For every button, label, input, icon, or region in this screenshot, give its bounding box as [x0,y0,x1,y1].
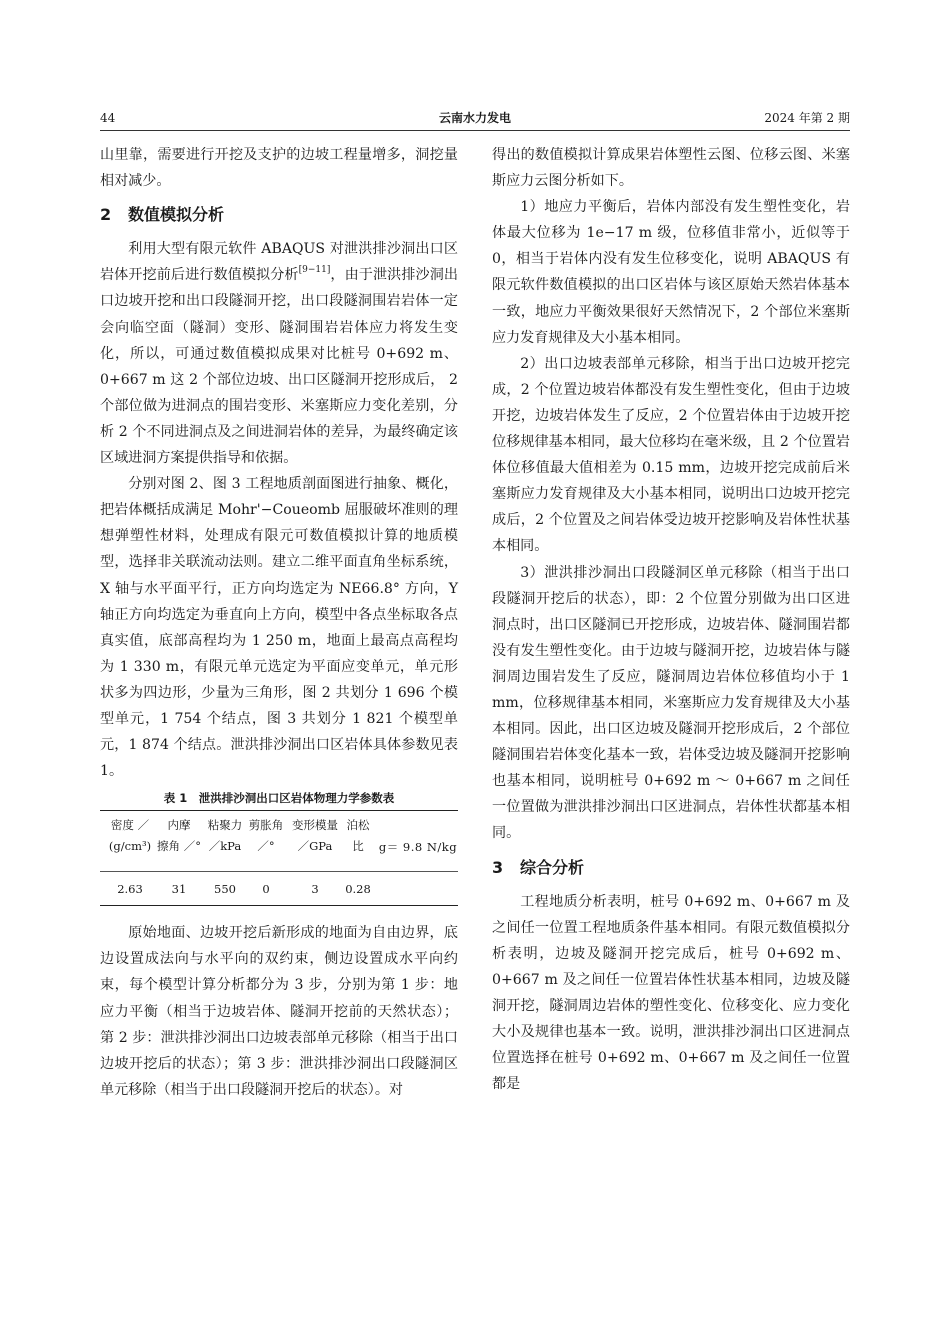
table-header-cell: 变形模量 ／GPa [292,818,338,854]
section-heading-2 [100,194,458,236]
table-cell: 0.28 [345,882,371,897]
section-number: 3 [492,857,504,877]
section-number: 2 [100,205,112,225]
table-caption: 表 1 泄洪排沙洞出口区岩体物理力学参数表 [163,791,395,806]
section-heading-3 [492,847,850,889]
header-rule [100,130,850,131]
table-header-cell: 剪胀角 ／° [248,818,284,854]
issue-label: 2024 年第 2 期 [764,111,850,125]
journal-title: 云南水力发电 [438,111,511,125]
table-header-cell: 密度 ／ (g/cm³) [108,818,152,854]
paragraph-text: ，由于泄洪排沙洞出口边坡开挖和出口段隧洞开挖，出口段隧洞围岩岩体一定会向临空面（隧洞）变形、隧洞围岩岩体应力将发生变化，所以，可通过数值模拟成果对比桩号 0+692 m、0+667 m 这 2 个部位边坡、出口区隧洞开挖形成后， 2 个部位做为进洞点的围岩变形、米塞斯应力变化差别，分析 2 个不同进洞点及之间进洞岩体的差异，为最终确定该区域进洞方案提供指导和依据。 [100,267,459,467]
table-header-cell: 内摩 擦角 ／° [157,818,201,854]
table-note-gravity: g＝ 9.8 N/kg [378,840,458,855]
paragraph: 3）泄洪排沙洞出口段隧洞区单元移除（相当于出口段隧洞开挖后的状态），即：2 个位置分别做为出口区进洞点时，出口区隧洞已开挖形成，边坡岩体、隧洞围岩都没有发生塑性变化。由于边坡与隧洞开挖，边坡岩体与隧洞周边围岩发生了反应，隧洞周边岩体位移值均小于 1 mm，位移规律基本相同，米塞斯应力发育规律及大小基本相同。因此，出口区边坡及隧洞开挖形成后，2 个部位隧洞围岩岩体变化基本一致，岩体受边坡及隧洞开挖影响也基本相同，说明桩号 0+692 m ～ 0+667 m 之间任一位置做为泄洪排沙洞出口区进洞点，岩体性状都基本相同。 [492,564,850,842]
table-cell: 2.63 [117,882,143,897]
section-title: 综合分析 [520,857,585,877]
table-cell: 550 [214,882,236,897]
paragraph-text: 利用大型有限元软件 ABAQUS 对泄洪排沙洞出口区岩体开挖前后进行数值模拟分析 [100,241,458,284]
paragraph: 工程地质分析表明，桩号 0+692 m、0+667 m 及之间任一位置工程地质条件基本相同。有限元数值模拟分析表明，边坡及隧洞开挖完成后，桩号 0+692 m、0+667 m 及之间任一位置岩体性状基本相同，边坡及隧洞开挖，隧洞周边岩体的塑性变化、位移变化、应力变化大小及规律也基本一致。说明，泄洪排沙洞出口区进洞点位置选择在桩号 0+692 m、0+667 m 及之间任一位置都是 [492,893,850,1093]
table-cell: 3 [311,882,319,897]
table-header-cell: 泊松 比 [346,818,370,854]
page-number: 44 [100,111,116,125]
running-header [100,108,850,128]
table-header-cell: 粘聚力 ／kPa [207,818,243,854]
left-column [100,142,458,1103]
paragraph: 原始地面、边坡开挖后新形成的地面为自由边界，底边设置成法向与水平向的双约束，侧边设置成水平向约束，每个模型计算分析都分为 3 步，分别为第 1 步：地应力平衡（相当于边坡岩体、隧洞开挖前的天然状态）；第 2 步：泄洪排沙洞出口边坡表部单元移除（相当于出口边坡开挖后的状态）；第 3 步：泄洪排沙洞出口段隧洞区单元移除（相当于出口段隧洞开挖后的状态）。对 [100,925,458,1098]
citation-ref: [9−11] [298,265,331,276]
paragraph-continued: 得出的数值模拟计算成果岩体塑性云图、位移云图、米塞斯应力云图分析如下。 [492,147,850,190]
section-title: 数值模拟分析 [128,205,225,225]
paragraph: 1）地应力平衡后，岩体内部没有发生塑性变化，岩体最大位移为 1e−17 m 级，位移值非常小，近似等于 0，相当于岩体内没有发生位移变化，说明 ABAQUS 有限元软件数值模拟的出口区岩体与该区原始天然岩体基本一致，地应力平衡效果很好天然情况下，2 个部位米塞斯应力发育规律及大小基本相同。 [492,199,850,346]
parameter-table [100,810,458,906]
table-cell: 0 [262,882,270,897]
paragraph-continued: 山里靠，需要进行开挖及支护的边坡工程量增多，洞挖量相对减少。 [100,147,458,190]
paragraph: 2）出口边坡表部单元移除，相当于出口边坡开挖完成，2 个位置边坡岩体都没有发生塑性变化，但由于边坡开挖，边坡岩体发生了反应，2 个位置岩体由于边坡开挖位移规律基本相同，最大位移均在毫米级，且 2 个位置岩体位移值最大值相差为 0.15 mm，边坡开挖完成前后米塞斯应力发育规律及大小基本相同，说明出口边坡开挖完成后，2 个位置及之间岩体受边坡开挖影响及岩体性状基本相同。 [492,355,850,555]
table-cell: 31 [171,882,187,897]
paragraph [100,236,458,471]
paragraph: 分别对图 2、图 3 工程地质剖面图进行抽象、概化，把岩体概括成满足 Mohr'−Coueomb 屈服破坏准则的理想弹塑性材料，处理成有限元可数值模拟计算的地质模型，选择非关联流动法则。建立二维平面直角坐标系统，X 轴与水平面平行，正方向均选定为 NE66.8° 方向，Y 轴正方向均选定为垂直向上方向，模型中各点坐标取各点真实值，底部高程均为 1 250 m，地面上最高点高程均为 1 330 m，有限元单元选定为平面应变单元，单元形状多为四边形，少量为三角形，图 2 共划分 1 696 个模型单元，1 754 个结点，图 3 共划分 1 821 个模型单元，1 874 个结点。泄洪排沙洞出口区岩体具体参数见表 1。 [100,476,458,780]
right-column [492,142,850,1097]
